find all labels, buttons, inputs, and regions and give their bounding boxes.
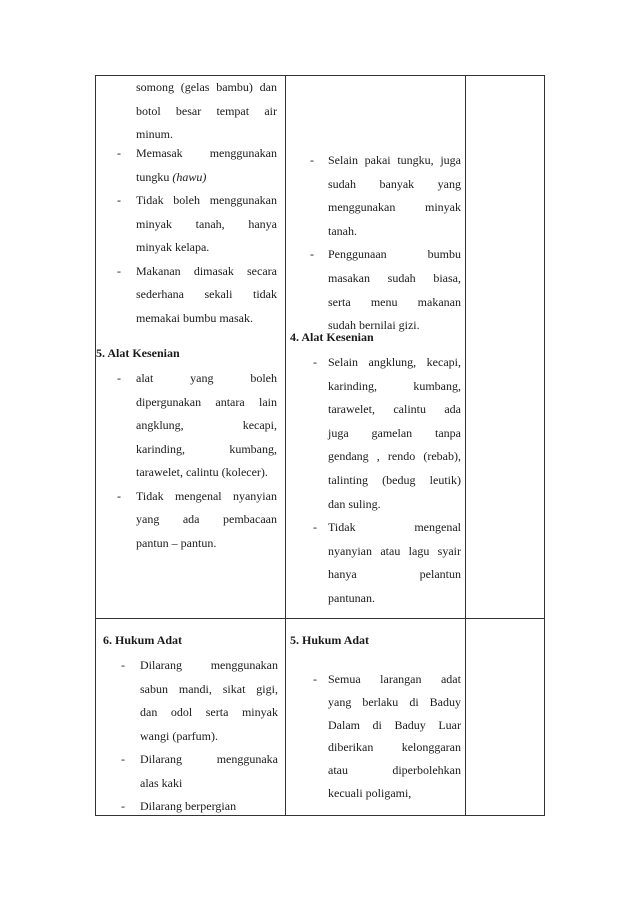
mid-a-item-0-line-3: tanah. [328, 223, 357, 238]
left-b-bullet-1: - [117, 488, 121, 503]
mid-a-bullet-0: - [310, 153, 314, 167]
left-a-bullet-1: - [117, 193, 121, 207]
middle-section-5-title: 5. Hukum Adat [290, 633, 370, 647]
mid-c-item-0-line-4: atau diperbolehkan [328, 763, 461, 778]
mid-c-item-0-line-3: diberikan kelonggaran [328, 740, 461, 755]
left-section-6-title: 6. Hukum Adat [103, 633, 183, 647]
left-b-item-1-line-1: yang ada pembacaan [136, 512, 277, 526]
left-b-item-0-line-4: tarawelet, calintu (kolecer). [136, 465, 268, 479]
left-intro-line-2: minum. [136, 127, 174, 141]
left-a-item-2-line-0: Makanan dimasak secara [136, 263, 277, 278]
left-c-item-1-line-0: Dilarang menggunaka [140, 752, 278, 766]
left-c-item-0-line-2: dan odol serta minyak [140, 705, 278, 719]
mid-b-item-0-line-6: dan suling. [328, 496, 381, 511]
left-a-item-1-line-0: Tidak boleh menggunakan [136, 193, 277, 207]
left-b-bullet-0: - [117, 371, 121, 385]
mid-a-item-0-line-1: sudah banyak yang [328, 176, 461, 191]
mid-b-item-0-line-4: gendang , rendo (rebab), [328, 449, 461, 464]
left-a-bullet-0: - [117, 146, 121, 160]
left-b-item-0-line-2: angklung, kecapi, [136, 418, 277, 432]
mid-b-bullet-1: - [313, 520, 317, 535]
left-intro-line-0: somong (gelas bambu) dan [136, 80, 277, 94]
column-divider-1 [285, 75, 286, 816]
row-divider [95, 618, 545, 619]
mid-b-item-0-line-2: tarawelet, calintu ada [328, 402, 461, 417]
left-b-item-0-line-0: alat yang boleh [136, 371, 277, 385]
mid-b-item-0-line-0: Selain angklung, kecapi, [328, 355, 461, 369]
mid-b-item-0-line-1: karinding, kumbang, [328, 378, 461, 393]
left-a-item-1-line-1: minyak tanah, hanya [136, 216, 277, 231]
mid-c-bullet-0: - [313, 672, 317, 686]
middle-section-4-title: 4. Alat Kesenian [290, 330, 374, 344]
mid-c-item-0-line-0: Semua larangan adat [328, 672, 461, 686]
left-c-item-0-line-0: Dilarang menggunakan [140, 658, 278, 672]
left-a-item-2-line-2: memakai bumbu masak. [136, 310, 253, 325]
left-c-bullet-0: - [121, 658, 125, 672]
left-section-5-title: 5. Alat Kesenian [96, 346, 180, 360]
mid-a-item-0-line-0: Selain pakai tungku, juga [328, 153, 461, 167]
left-b-item-0-line-1: dipergunakan antara lain [136, 394, 277, 409]
mid-c-item-0-line-1: yang berlaku di Baduy [328, 694, 461, 709]
mid-b-item-1-line-1: nyanyian atau lagu syair [328, 543, 461, 558]
mid-a-item-1-line-0: Penggunaan bumbu [328, 247, 461, 262]
left-c-item-2-line-0: Dilarang berpergian [140, 799, 237, 813]
mid-a-bullet-1: - [310, 247, 314, 262]
left-c-bullet-1: - [121, 752, 125, 766]
mid-b-item-1-line-2: hanya pelantun [328, 567, 461, 582]
mid-b-item-0-line-5: talinting (bedug leutik) [328, 473, 461, 487]
left-a-item-2-line-1: sederhana sekali tidak [136, 287, 277, 301]
mid-a-item-0-line-2: menggunakan minyak [328, 200, 461, 215]
mid-b-item-0-line-3: juga gamelan tanpa [328, 425, 461, 440]
left-a-item-0-line-1: tungku (hawu) [136, 169, 207, 184]
mid-a-item-1-line-1: masakan sudah biasa, [328, 271, 461, 285]
left-b-item-1-line-0: Tidak mengenal nyanyian [136, 488, 277, 503]
left-c-item-0-line-1: sabun mandi, sikat gigi, [140, 681, 278, 696]
mid-a-item-1-line-3: sudah bernilai gizi. [328, 318, 420, 333]
left-c-bullet-2: - [121, 799, 125, 813]
left-a-item-1-line-2: minyak kelapa. [136, 240, 210, 254]
mid-c-item-0-line-5: kecuali poligami, [328, 786, 412, 800]
left-intro-line-1: botol besar tempat air [136, 103, 277, 118]
left-a-bullet-2: - [117, 263, 121, 278]
mid-b-bullet-0: - [313, 355, 317, 369]
left-a-item-0-line-0: Memasak menggunakan [136, 146, 277, 160]
mid-c-item-0-line-2: Dalam di Baduy Luar [328, 717, 461, 732]
column-divider-2 [465, 75, 466, 816]
left-b-item-1-line-2: pantun – pantun. [136, 535, 217, 550]
mid-b-item-1-line-0: Tidak mengenal [328, 520, 461, 535]
left-b-item-0-line-3: karinding, kumbang, [136, 441, 277, 456]
left-c-item-1-line-1: alas kaki [140, 775, 183, 790]
mid-a-item-1-line-2: serta menu makanan [328, 294, 461, 309]
left-c-item-0-line-3: wangi (parfum). [140, 728, 218, 743]
mid-b-item-1-line-3: pantunan. [328, 591, 375, 605]
